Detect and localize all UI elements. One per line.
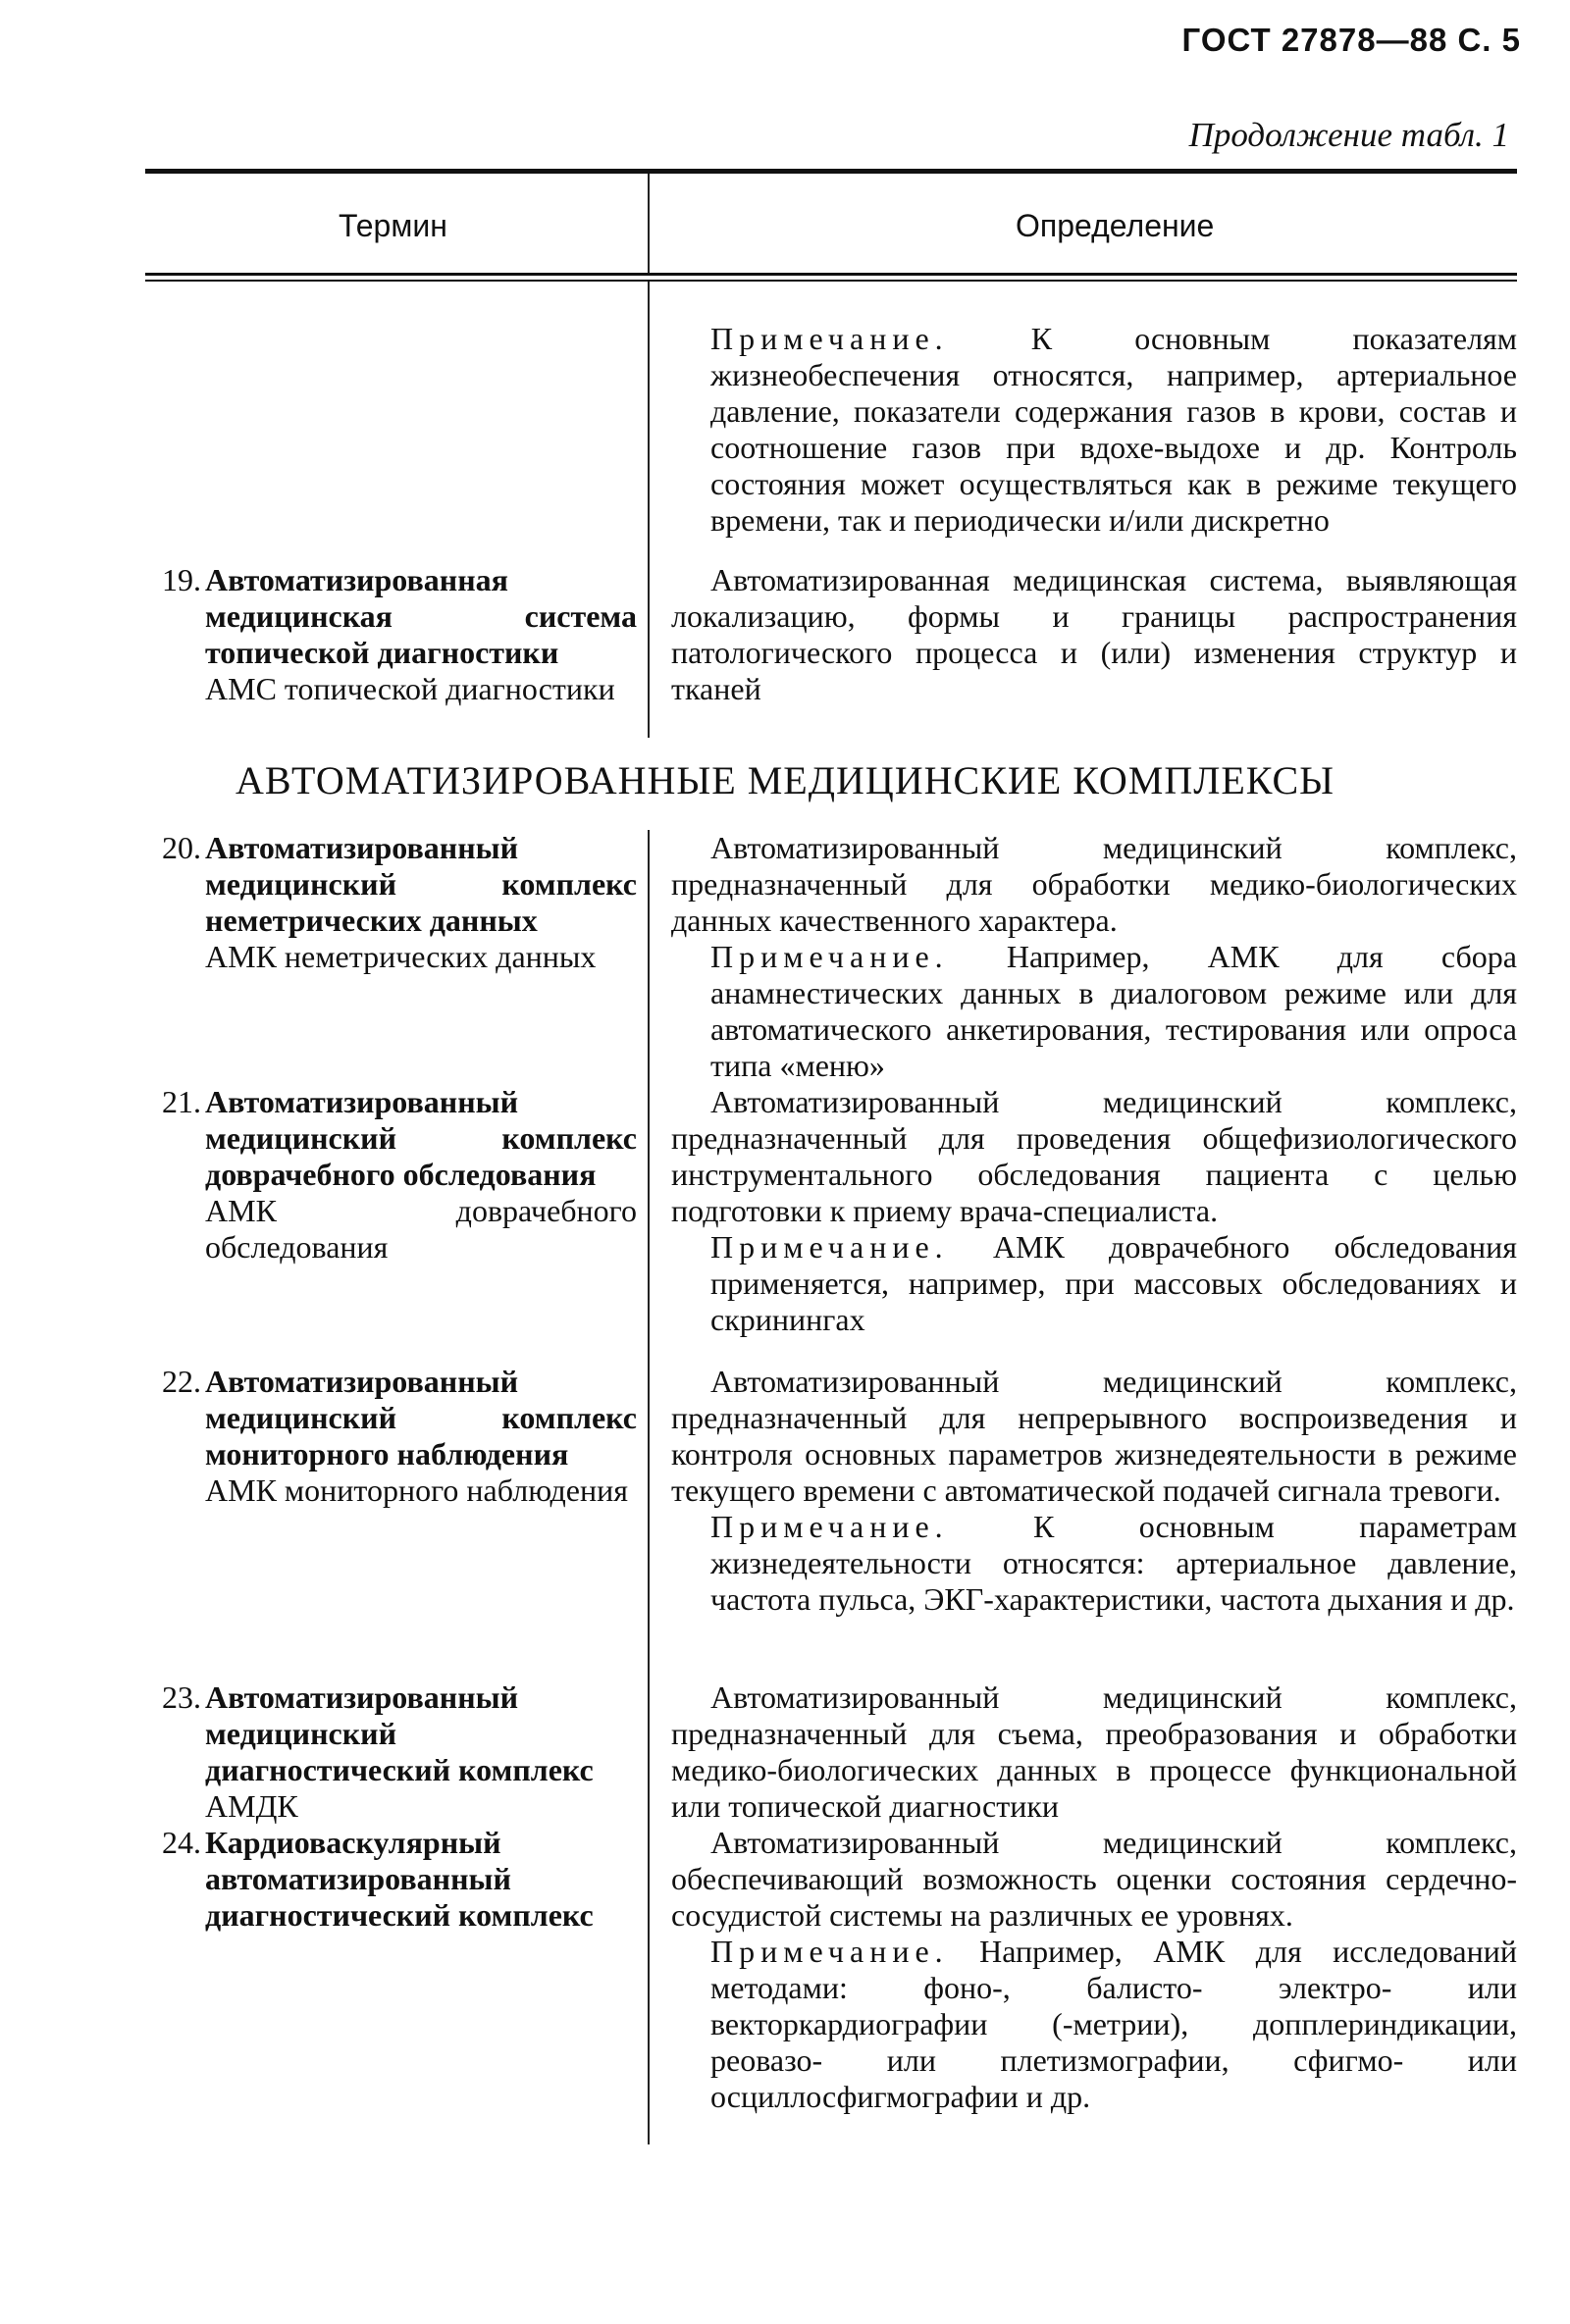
term-abbreviation: АМДК bbox=[205, 1788, 298, 1824]
column-header-definition: Определение bbox=[1016, 208, 1215, 243]
term-number: 19. bbox=[162, 562, 201, 597]
header-bottom-rule bbox=[145, 273, 1517, 276]
definition-entry-19 bbox=[671, 562, 1517, 707]
definition-text: Автоматизированный медицинский комплекс, предназначенный для проведения общефизиологического инструментального обследования пациента с целью подготовки к приему врача-специалиста. bbox=[671, 1084, 1517, 1228]
definition-note bbox=[710, 1934, 1517, 2115]
carryover-note bbox=[671, 321, 1517, 539]
column-divider-upper bbox=[648, 282, 650, 738]
column-header-term: Термин bbox=[339, 208, 447, 243]
note-text: АМК доврачебного обследования применяется, например, при массовых обследованиях и скринингах bbox=[710, 1229, 1518, 1337]
term-name: Автоматизированный медицинский комплекс доврачебного обследования bbox=[205, 1084, 637, 1192]
definition-entry-20 bbox=[671, 830, 1517, 1084]
definition-entry-23 bbox=[671, 1679, 1517, 1825]
term-number: 20. bbox=[162, 830, 201, 865]
term-abbreviation: АМК мониторного наблюдения bbox=[205, 1472, 628, 1508]
header-bottom-rule-secondary bbox=[145, 280, 1517, 282]
term-name: Кардиоваскулярный автоматизированный диагностический комплекс bbox=[205, 1825, 594, 1933]
definition-text: Автоматизированный медицинский комплекс, обеспечивающий возможность оценки состояния сердечно-сосудистой системы на различных ее уровнях. bbox=[671, 1825, 1517, 1933]
standard-page-header: ГОСТ 27878—88 С. 5 bbox=[1181, 22, 1521, 58]
definition-text: Автоматизированная медицинская система, выявляющая локализацию, формы и границы распространения патологического процесса и (или) изменения структур и тканей bbox=[671, 562, 1517, 706]
term-number: 21. bbox=[162, 1084, 201, 1119]
term-number: 22. bbox=[162, 1364, 201, 1399]
note-label: Примечание. bbox=[710, 1229, 949, 1265]
note-label: Примечание. bbox=[710, 1934, 949, 1969]
table-continuation-label: Продолжение табл. 1 bbox=[1188, 116, 1509, 154]
definition-entry-22 bbox=[671, 1364, 1517, 1618]
term-name: Автоматизированная медицинская система топической диагностики bbox=[205, 562, 637, 670]
term-number: 24. bbox=[162, 1825, 201, 1860]
definition-note bbox=[710, 1229, 1517, 1338]
note-text: К основным показателям жизнеобеспечения относятся, например, артериальное давление, показатели содержания газов в крови, состав и соотношение газов при вдохе-выдохе и др. Контроль состояния может осуществляться как в режиме текущего времени, так и периодически и/или дискретно bbox=[710, 321, 1517, 538]
term-name: Автоматизированный медицинский комплекс неметрических данных bbox=[205, 830, 637, 938]
note-text: Например, АМК для сбора анамнестических данных в диалоговом режиме или для автоматического анкетирования, тестирования или опроса типа «меню» bbox=[710, 939, 1517, 1083]
definition-entry-24 bbox=[671, 1825, 1517, 2115]
term-name: Автоматизированный медицинский диагностический комплекс bbox=[205, 1679, 594, 1787]
note-label: Примечание. bbox=[710, 939, 949, 974]
note-text: Например, АМК для исследований методами: фоно-, балисто- электро- или векторкардиографии (-метрии), допплериндикации, реовазо- или плетизмографии, сфигмо- или осциллосфигмографии и др. bbox=[710, 1934, 1517, 2114]
term-name: Автоматизированный медицинский комплекс мониторного наблюдения bbox=[205, 1364, 637, 1472]
definition-entry-21 bbox=[671, 1084, 1517, 1338]
definition-note bbox=[710, 939, 1517, 1084]
definition-text: Автоматизированный медицинский комплекс, предназначенный для съема, преобразования и обработки медико-биологических данных в процессе функциональной или топической диагностики bbox=[671, 1679, 1517, 1824]
term-abbreviation: АМК неметрических данных bbox=[205, 939, 597, 974]
definition-note bbox=[710, 1509, 1517, 1618]
definition-text: Автоматизированный медицинский комплекс, предназначенный для обработки медико-биологических данных качественного характера. bbox=[671, 830, 1517, 938]
table-top-rule bbox=[145, 169, 1517, 174]
term-abbreviation: АМС топической диагностики bbox=[205, 671, 615, 706]
term-abbreviation: АМК доврачебного обследования bbox=[205, 1193, 637, 1265]
definition-text: Автоматизированный медицинский комплекс, предназначенный для непрерывного воспроизведения и контроля основных параметров жизнедеятельности в режиме текущего времени с автоматической подачей сигнала тревоги. bbox=[671, 1364, 1517, 1508]
section-title: АВТОМАТИЗИРОВАННЫЕ МЕДИЦИНСКИЕ КОМПЛЕКСЫ bbox=[235, 758, 1335, 802]
column-divider-lower bbox=[648, 830, 650, 2144]
note-label: Примечание. bbox=[710, 1509, 949, 1544]
note-text: К основным параметрам жизнедеятельности относятся: артериальное давление, частота пульса, ЭКГ-характеристики, частота дыхания и др. bbox=[710, 1509, 1518, 1617]
note-label: Примечание. bbox=[710, 321, 949, 356]
term-number: 23. bbox=[162, 1679, 201, 1715]
